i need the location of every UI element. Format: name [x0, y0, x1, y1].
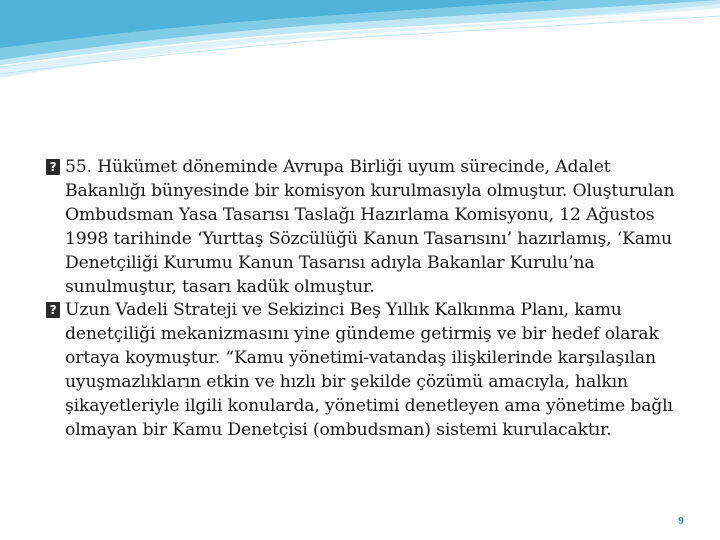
header-wave-decoration: [0, 0, 720, 90]
slide-body: [46, 156, 686, 443]
bullet-marker-icon: ?: [46, 302, 60, 318]
page-number: 9: [678, 515, 684, 527]
bullet-item-2: [46, 299, 686, 442]
bullet-text: 55. Hükümet döneminde Avrupa Birliği uyum sürecinde, Adalet Bakanlığı bünyesinde bir komisyon kurulmasıyla olmuştur. Oluşturulan Ombudsman Yasa Tasarısı Taslağı Hazırlama Komisyonu, 12 Ağustos 1998 tarihinde ‘Yurttaş Sözcülüğü Kanun Tasarısını’ hazırlamış, ‘Kamu Denetçiliği Kurumu Kanun Tasarısı adıyla Bakanlar Kurulu’na sunulmuştur, tasarı kadük olmuştur.: [65, 157, 675, 297]
bullet-text: Uzun Vadeli Strateji ve Sekizinci Beş Yıllık Kalkınma Planı, kamu denetçiliği mekanizmasını yine gündeme getirmiş ve bir hedef olarak ortaya koymuştur. “Kamu yönetimi-vatandaş ilişkilerinde karşılaşılan uyuşmazlıkların etkin ve hızlı bir şekilde çözümü amacıyla, halkın şikayetleriyle ilgili konularda, yönetimi denetleyen ama yönetime bağlı olmayan bir Kamu Denetçisi (ombudsman) sistemi kurulacaktır.: [65, 300, 673, 440]
bullet-item-1: [46, 156, 686, 299]
bullet-marker-icon: ?: [46, 159, 60, 175]
